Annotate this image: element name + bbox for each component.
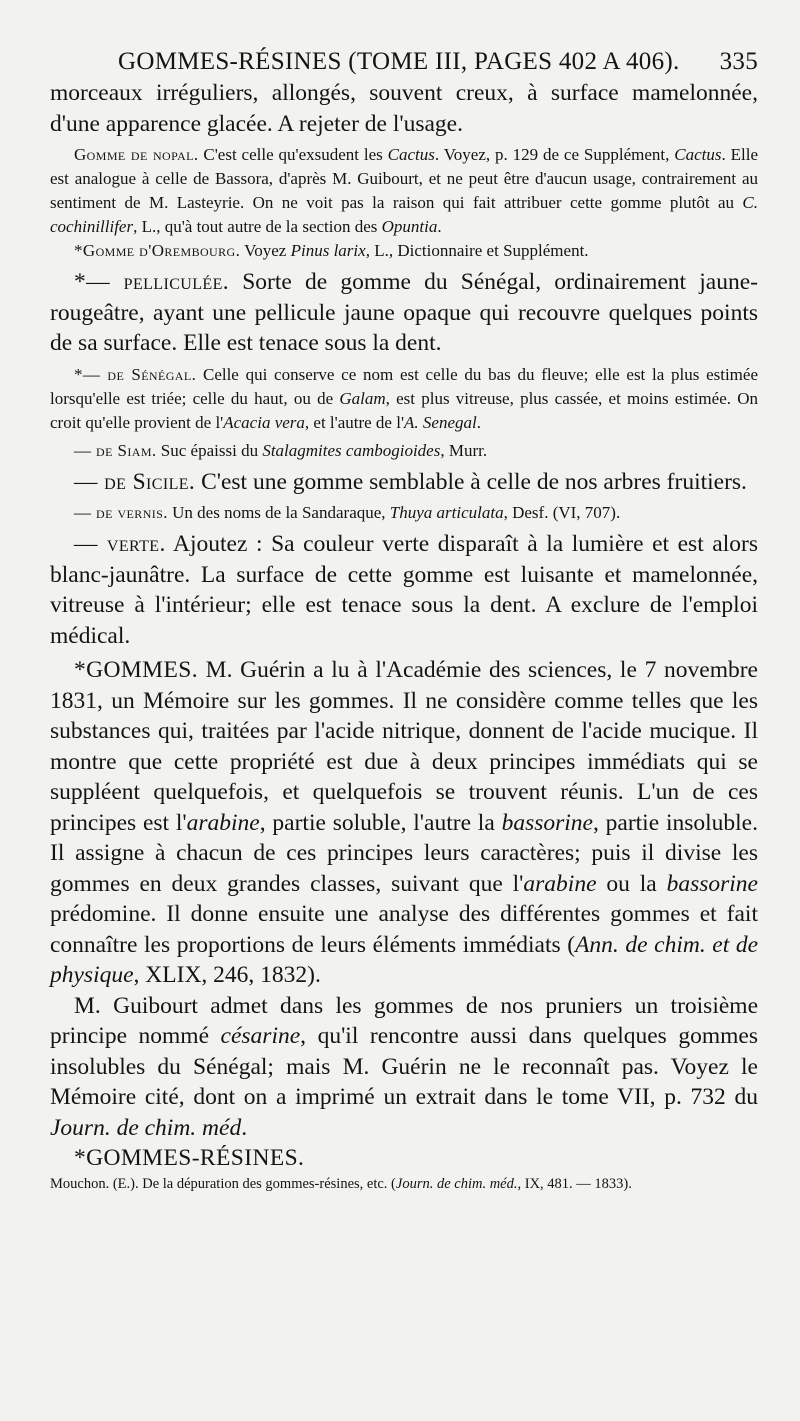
paragraph-continuation: morceaux irréguliers, allongés, souvent creux, à surface mamelonnée, d'une apparence glacée. A rejeter de l'usage. (50, 80, 758, 137)
entry-heading: *— pelliculée. (74, 269, 230, 295)
bibliography-reference: Mouchon. (E.). De la dépuration des gommes-résines, etc. (Journ. de chim. méd., IX, 481. — 1833). (50, 1175, 632, 1192)
running-title: GOMMES-RÉSINES (TOME III, PAGES 402 A 406). (118, 48, 680, 75)
entry-gomme-de-nopal: Gomme de nopal. C'est celle qu'exsudent les Cactus. Voyez, p. 129 de ce Supplément, Cactus. Elle est analogue à celle de Bassora, d'après M. Guibourt, et ne peut être d'aucun usage, contrairement au sentiment de M. Lasteyrie. On ne voit pas la raison qui fait attribuer cette gomme plutôt au C. cochinillifer, L., qu'à tout autre de la section des Opuntia. (50, 145, 758, 236)
entry-heading: *GOMMES. (74, 657, 198, 683)
entry-de-senegal: *— de Sénégal. Celle qui conserve ce nom est celle du bas du fleuve; elle est la plus estimée lorsqu'elle est triée; celle du haut, ou de Galam, est plus vitreuse, plus cassée, et moins estimée. On croit qu'elle provient de l'Acacia vera, et l'autre de l'A. Senegal. (50, 364, 758, 432)
entry-gomme-orembourg: *Gomme d'Orembourg. Voyez Pinus larix, L., Dictionnaire et Supplément. (74, 241, 589, 260)
entry-heading: *GOMMES-RÉSINES. (74, 1145, 305, 1171)
page (50, 48, 758, 1195)
entry-heading: *— de Sénégal. (74, 364, 197, 384)
page-number: 335 (719, 48, 758, 75)
entry-verte: — verte. Ajoutez : Sa couleur verte disparaît à la lumière et est alors blanc-jaunâtre. La surface de cette gomme est luisante et mamelonnée, vitreuse à l'intérieur; elle est tenace sous la dent. A exclure de l'emploi médical. (50, 531, 758, 649)
entry-de-vernis: — de vernis. Un des noms de la Sandaraque, Thuya articulata, Desf. (VI, 707). (74, 503, 621, 522)
entry-pelliculee: *— pelliculée. Sorte de gomme du Sénégal, ordinairement jaune-rougeâtre, ayant une pellicule jaune opaque qui recouvre quelques points de sa surface. Elle est tenace sous la dent. (50, 269, 758, 356)
entry-heading: Gomme de nopal. (74, 145, 199, 164)
entry-heading: — de Sicile. (74, 468, 196, 495)
entry-heading: — de Siam. (74, 440, 157, 460)
entry-heading: — de vernis. (74, 503, 168, 522)
entry-gommes-resines (50, 1143, 758, 1174)
entry-gommes: *GOMMES. M. Guérin a lu à l'Académie des sciences, le 7 novembre 1831, un Mémoire sur les gommes. Il ne considère comme telles que les substances qui, traitées par l'acide nitrique, donnent de l'acide mucique. Il montre que cette propriété est due à deux principes immédiats qui se suppléent quelquefois, et quelquefois se trouvent réunis. L'un de ces principes est l'arabine, partie soluble, l'autre la bassorine, partie insoluble. Il assigne à chacun de ces principes leurs caractères; puis il divise les gommes en deux grandes classes, suivant que l'arabine ou la bassorine prédomine. Il donne ensuite une analyse des différentes gommes et fait connaître les proportions de leurs éléments immédiats (Ann. de chim. et de physique, XLIX, 246, 1832). (50, 657, 759, 988)
paragraph-guibourt: M. Guibourt admet dans les gommes de nos pruniers un troisième principe nommé césarine, qu'il rencontre aussi dans quelques gommes insolubles du Sénégal; mais M. Guérin ne le reconnaît pas. Voyez le Mémoire cité, dont on a imprimé un extrait dans le tome VII, p. 732 du Journ. de chim. méd. (50, 992, 758, 1141)
entry-de-sicile: — de Sicile. C'est une gomme semblable à celle de nos arbres fruitiers. (74, 468, 747, 495)
entry-heading: — verte. (74, 531, 166, 557)
running-header (118, 48, 758, 76)
entry-de-siam: — de Siam. Suc épaissi du Stalagmites cambogioides, Murr. (74, 440, 488, 460)
entry-heading: *Gomme d'Orembourg. (74, 241, 241, 260)
